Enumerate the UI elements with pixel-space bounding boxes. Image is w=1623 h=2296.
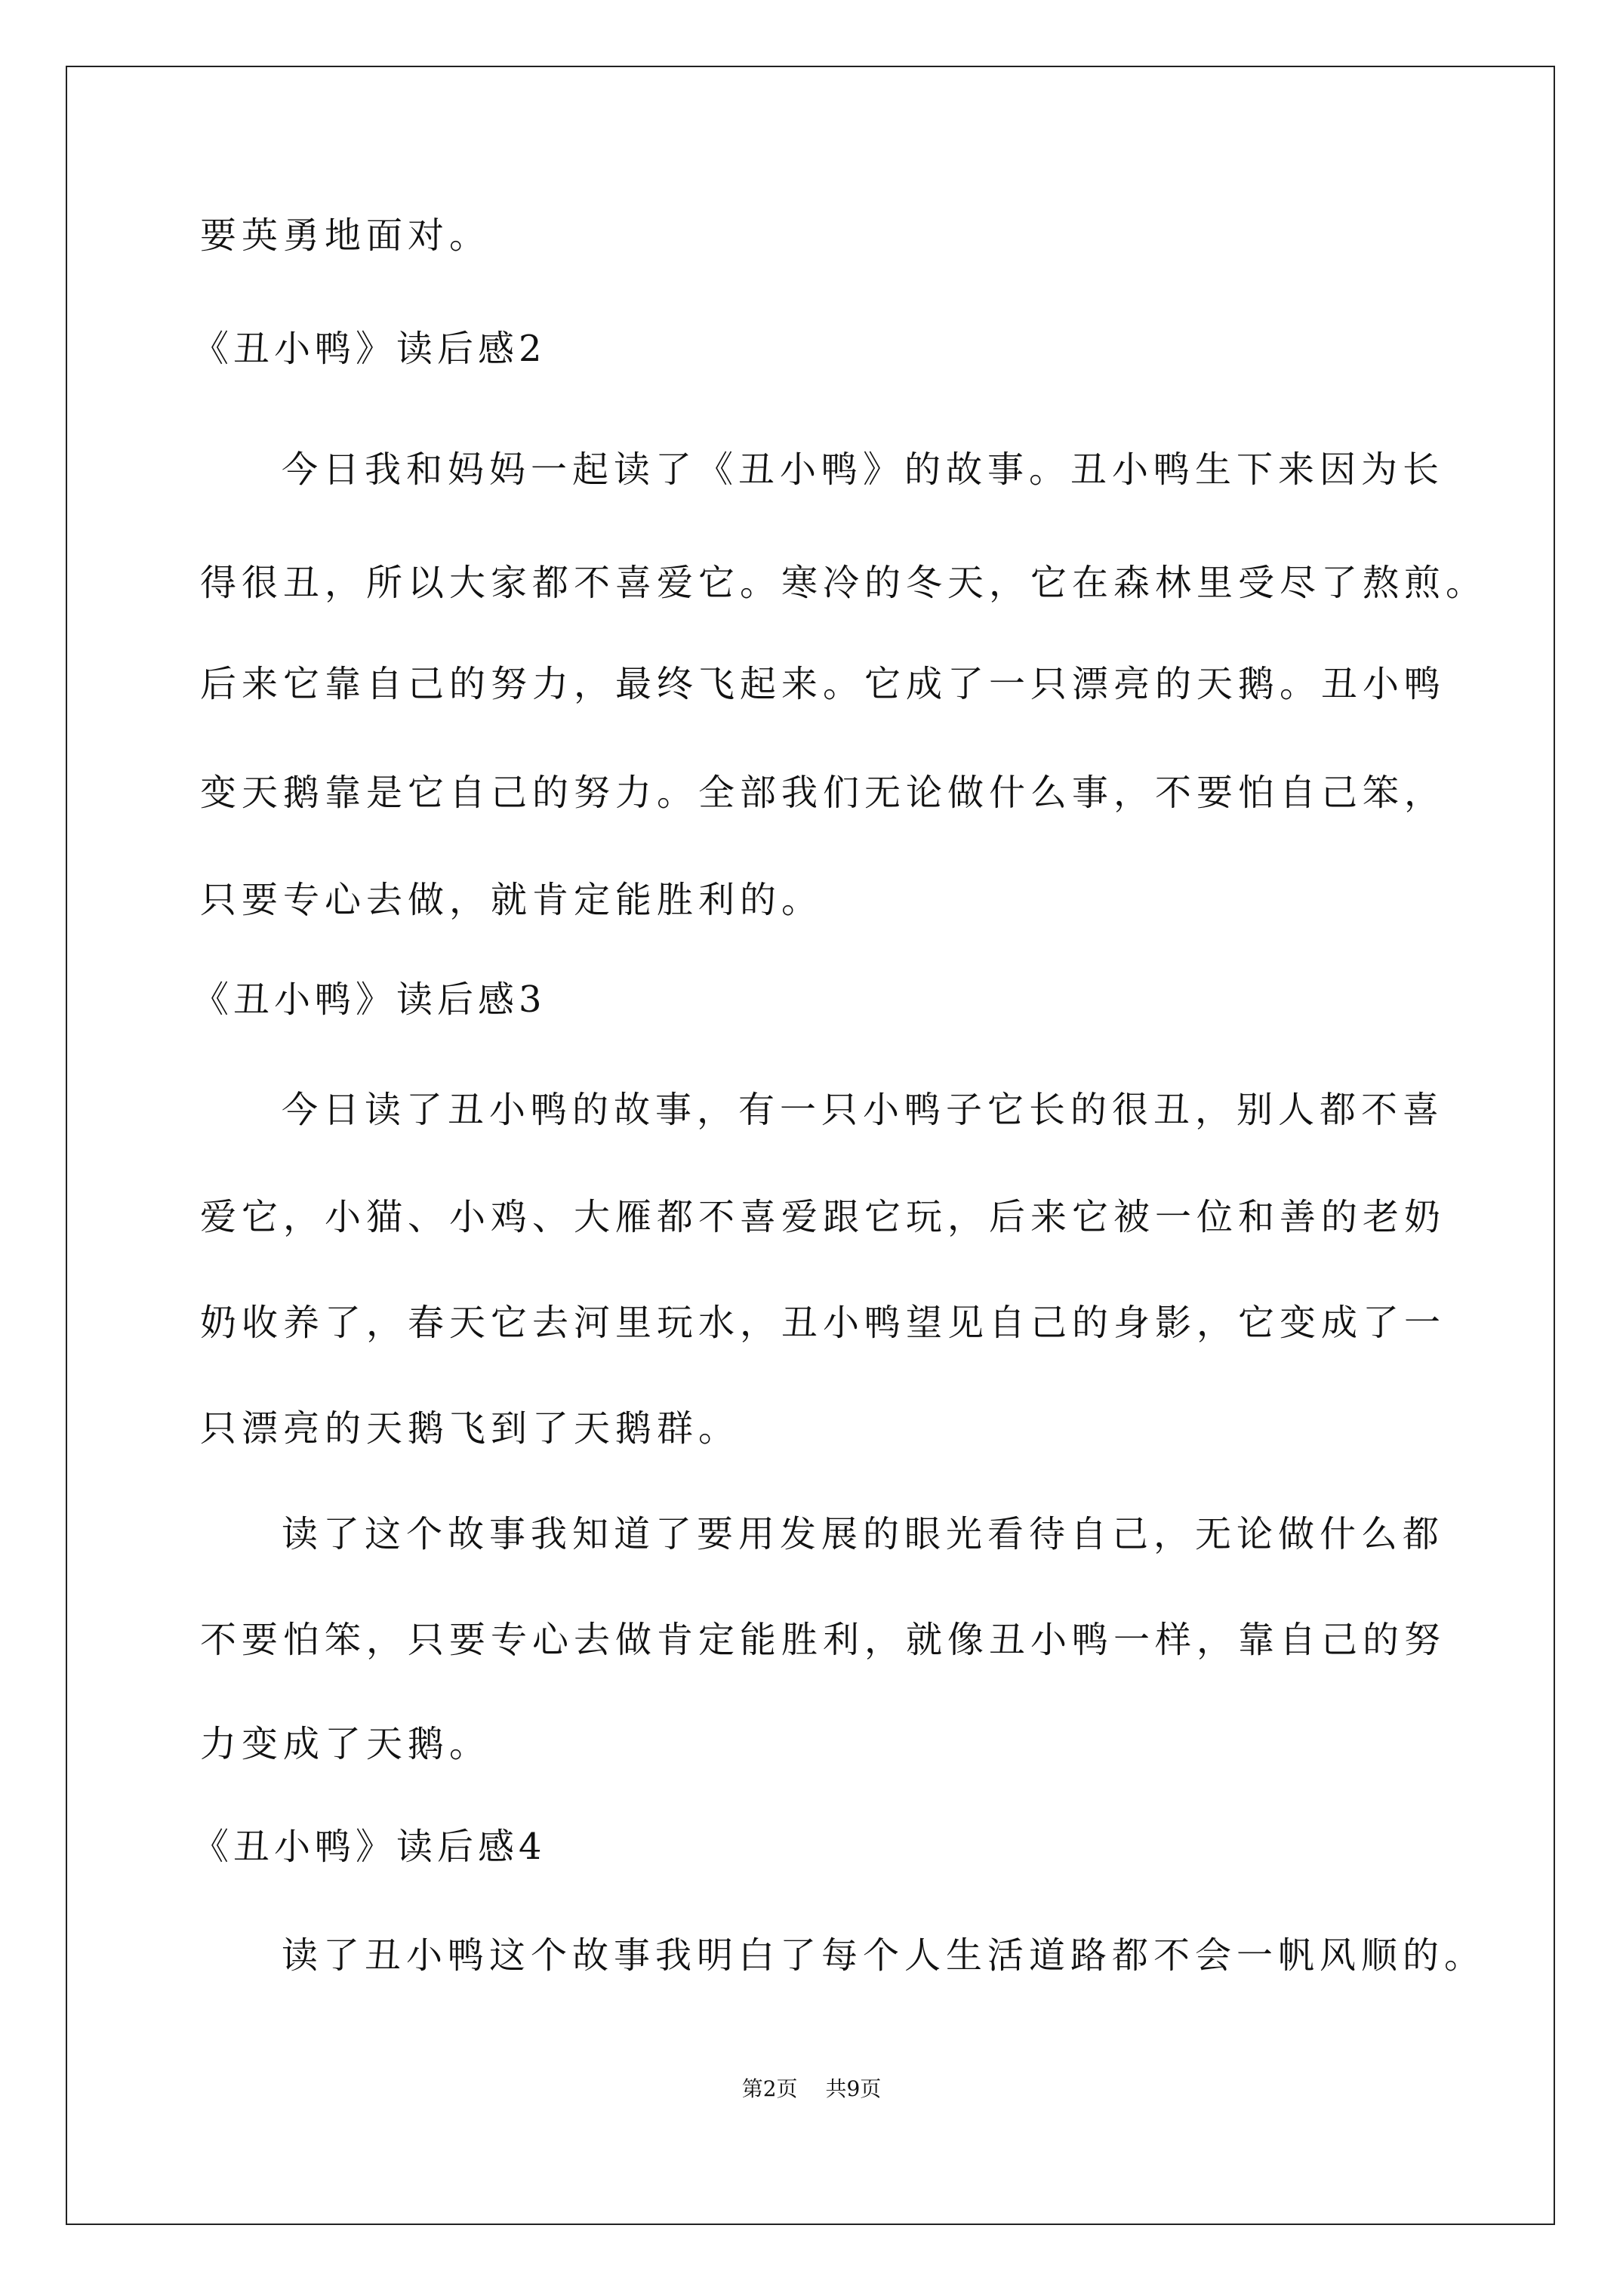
page-number: 第2页 — [741, 2076, 798, 2101]
text-line: 读了丑小鸭这个故事我明白了每个人生活道路都不会一帆风顺的。 — [282, 1934, 1486, 1977]
text-line: 只要专心去做，就肯定能胜利的。 — [200, 879, 824, 921]
text-line: 只漂亮的天鹅飞到了天鹅群。 — [200, 1407, 741, 1450]
text-line: 读了这个故事我知道了要用发展的眼光看待自己，无论做什么都 — [282, 1513, 1445, 1555]
page-footer — [0, 2076, 1623, 2102]
text-line: 奶收养了，春天它去河里玩水，丑小鸭望见自己的身影，它变成了一 — [200, 1302, 1446, 1344]
text-line: 力变成了天鹅。 — [200, 1723, 491, 1765]
section-heading: 《丑小鸭》读后感4 — [192, 1826, 547, 1868]
text-line: 今日读了丑小鸭的故事，有一只小鸭子它长的很丑，别人都不喜 — [282, 1089, 1445, 1131]
section-heading: 《丑小鸭》读后感3 — [192, 978, 547, 1021]
total-pages: 共9页 — [825, 2076, 882, 2101]
text-line: 得很丑，所以大家都不喜爱它。寒冷的冬天，它在森林里受尽了熬煎。 — [200, 562, 1488, 604]
section-heading: 《丑小鸭》读后感2 — [192, 328, 547, 370]
text-line: 不要怕笨，只要专心去做肯定能胜利，就像丑小鸭一样，靠自己的努 — [200, 1619, 1446, 1661]
text-line: 要英勇地面对。 — [200, 214, 491, 257]
text-line: 今日我和妈妈一起读了《丑小鸭》的故事。丑小鸭生下来因为长 — [282, 448, 1445, 491]
text-line: 变天鹅靠是它自己的努力。全部我们无论做什么事，不要怕自己笨， — [200, 772, 1446, 814]
page-frame — [66, 66, 1555, 2225]
text-line: 后来它靠自己的努力，最终飞起来。它成了一只漂亮的天鹅。丑小鸭 — [200, 663, 1446, 705]
text-line: 爱它，小猫、小鸡、大雁都不喜爱跟它玩，后来它被一位和善的老奶 — [200, 1196, 1446, 1238]
